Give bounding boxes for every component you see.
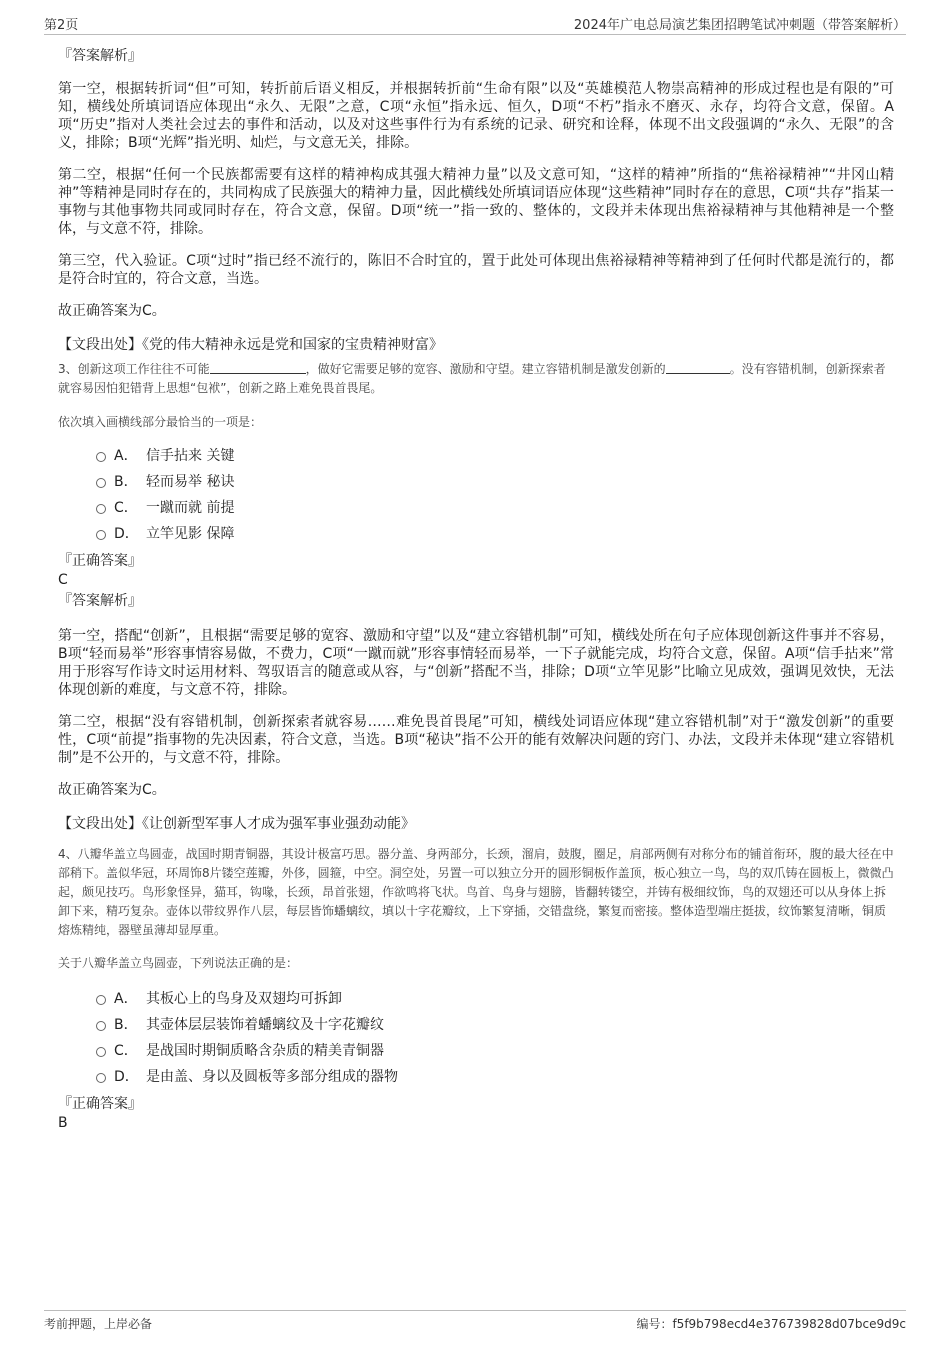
document-code — [636, 1315, 906, 1332]
q3-conclusion: 故正确答案为C。 — [58, 782, 166, 798]
document-code-value: f5f9b798ecd4e376739828d07bce9d9c — [672, 1317, 906, 1331]
page-number: 第2页 — [44, 18, 79, 33]
q4-option-b[interactable] — [58, 1012, 894, 1038]
q3-option-a[interactable] — [58, 443, 894, 469]
option-text: 信手拈来 关键 — [146, 448, 235, 464]
option-letter: C． — [114, 500, 138, 516]
radio-button-icon[interactable] — [96, 504, 106, 514]
radio-button-icon[interactable] — [96, 1021, 106, 1031]
option-text: 轻而易举 秘诀 — [146, 474, 235, 490]
q4-option-d[interactable] — [58, 1064, 894, 1090]
q4-stem: 4、八瓣华盖立鸟圆壶，战国时期青铜器，其设计极富巧思。器分盖、身两部分，长颈，溜肩，鼓腹，圈足，肩部两侧有对称分布的铺首衔环，腹的最大径在中部稍下。盖似华冠，环周饰8片镂空莲瓣，外侈，圆箍，中空。洞空处，另置一可以独立分开的圆形铜板作盖顶，板心独立一鸟，鸟的双爪铸在圆板上，微微凸起，颇见技巧。鸟形象怪异，猫耳，钩喙，长颈，昂首张翅，作欲鸣将飞状。鸟首、鸟身与翅膀，皆翻转镂空，并铸有极细纹饰，鸟的双翅还可以从身体上拆卸下来，精巧复杂。壶体以带纹界作八层，每层皆饰蟠螭纹，填以十字花瓣纹，上下穿插，交错盘绕，繁复而密接。整体造型端庄挺拔，纹饰繁复清晰，铜质熔炼精纯，器壁虽薄却显厚重。 — [58, 847, 894, 937]
radio-button-icon[interactable] — [96, 995, 106, 1005]
option-text: 是战国时期铜质略含杂质的精美青铜器 — [146, 1043, 384, 1059]
radio-button-icon[interactable] — [96, 452, 106, 462]
q4-prompt: 关于八瓣华盖立鸟圆壶，下列说法正确的是： — [58, 956, 299, 970]
q4-answer-label: 『正确答案』 — [58, 1096, 142, 1112]
option-letter: D． — [114, 1069, 139, 1085]
option-text: 其壶体层层装饰着蟠螭纹及十字花瓣纹 — [146, 1017, 384, 1033]
option-letter: B． — [114, 474, 138, 490]
q4-answer: B — [58, 1115, 68, 1131]
option-letter: D． — [114, 526, 139, 542]
page-header — [44, 12, 906, 35]
q3-analysis-paragraph-2: 第二空，根据“没有容错机制，创新探索者就容易……难免畏首畏尾”可知，横线处词语应体现“建立容错机制”对于“激发创新”的重要性，C项“前提”指事物的先决因素，符合文意，当选。B项“秘诀”指不公开的能有效解决问题的窍门、办法，文段并未体现“建立容错机制”是不公开的，与文意不符，排除。 — [58, 714, 894, 766]
option-text: 其板心上的鸟身及双翅均可拆卸 — [146, 991, 342, 1007]
q4-option-a[interactable] — [58, 986, 894, 1012]
radio-button-icon[interactable] — [96, 530, 106, 540]
option-letter: B． — [114, 1017, 138, 1033]
radio-button-icon[interactable] — [96, 478, 106, 488]
q3-analysis-paragraph-1: 第一空，搭配“创新”，且根据“需要足够的宽容、激励和守望”以及“建立容错机制”可知，横线处所在句子应体现创新这件事并不容易，B项“轻而易举”形容事情容易做，不费力，C项“一蹴而就”形容事情轻而易举，一下子就能完成，均符合文意，保留。A项“信手拈来”常用于形容写作诗文时运用材料、驾驭语言的随意或从容，与“创新”搭配不当，排除；D项“立竿见影”比喻立见成效，强调见效快，无法体现创新的难度，与文意不符，排除。 — [58, 628, 894, 698]
radio-button-icon[interactable] — [96, 1047, 106, 1057]
option-text: 一蹴而就 前提 — [146, 500, 235, 516]
q2-source: 【文段出处】《党的伟大精神永远是党和国家的宝贵精神财富》 — [58, 337, 443, 353]
q3-stem-part-1: 3、创新这项工作往往不可能 — [58, 362, 210, 376]
footer-slogan: 考前押题，上岸必备 — [44, 1317, 153, 1331]
document-title: 2024年广电总局演艺集团招聘笔试冲刺题（带答案解析） — [573, 18, 906, 33]
q2-analysis-paragraph-1: 第一空，根据转折词“但”可知，转折前后语义相反，并根据转折前“生命有限”以及“英雄模范人物崇高精神的形成过程也是有限的”可知，横线处所填词语应体现出“永久、无限”之意，C项“永恒”指永远、恒久，D项“不朽”指永不磨灭、永存，均符合文意，保留。A项“历史”指对人类社会过去的事件和活动，以及对这些事件行为有系统的记录、研究和诠释，体现不出文段强调的“永久、无限”的含义，排除；B项“光辉”指光明、灿烂，与文意无关，排除。 — [58, 81, 894, 151]
q2-analysis-paragraph-3: 第三空，代入验证。C项“过时”指已经不流行的，陈旧不合时宜的，置于此处可体现出焦裕禄精神等精神到了任何时代都是流行的，都是符合时宜的，符合文意，当选。 — [58, 253, 894, 287]
q4-option-c[interactable] — [58, 1038, 894, 1064]
page-content — [58, 46, 894, 1132]
q3-stem — [58, 360, 894, 398]
q3-source: 【文段出处】《让创新型军事人才成为强军事业强劲动能》 — [58, 816, 415, 832]
q3-option-c[interactable] — [58, 495, 894, 521]
q3-blank-2 — [666, 361, 730, 374]
q3-prompt: 依次填入画横线部分最恰当的一项是： — [58, 415, 263, 429]
q2-conclusion: 故正确答案为C。 — [58, 303, 166, 319]
q3-answer: C — [58, 572, 68, 588]
q3-options — [58, 443, 894, 547]
page-footer — [44, 1310, 906, 1333]
option-letter: A． — [114, 448, 138, 464]
q4-options — [58, 986, 894, 1090]
q3-blank-1 — [210, 361, 306, 374]
option-text: 是由盖、身以及圆板等多部分组成的器物 — [146, 1069, 398, 1085]
q3-option-d[interactable] — [58, 521, 894, 547]
q3-analysis-label: 『答案解析』 — [58, 593, 142, 609]
radio-button-icon[interactable] — [96, 1073, 106, 1083]
q2-analysis-label: 『答案解析』 — [58, 48, 142, 64]
document-code-label: 编号： — [636, 1317, 673, 1331]
q3-stem-part-3: 。没有容错机制，创新探索者就容易因怕犯错背上思想“包袱”，创新之路上难免畏首畏尾。 — [58, 362, 886, 395]
q2-analysis-paragraph-2: 第二空，根据“任何一个民族都需要有这样的精神构成其强大精神力量”以及文意可知，“这样的精神”所指的“焦裕禄精神”“井冈山精神”等精神是同时存在的，共同构成了民族强大的精神力量，因此横线处所填词语应体现“这些精神”同时存在的意思，C项“共存”指某一事物与其他事物共同或同时存在，符合文意，保留。D项“统一”指一致的、整体的，文段并未体现出焦裕禄精神与其他精神是一个整体，与文意不符，排除。 — [58, 167, 894, 237]
q3-stem-part-2: ，做好它需要足够的宽容、激励和守望。建立容错机制是激发创新的 — [305, 362, 666, 376]
q3-answer-label: 『正确答案』 — [58, 553, 142, 569]
option-letter: A． — [114, 991, 138, 1007]
option-letter: C． — [114, 1043, 138, 1059]
q3-option-b[interactable] — [58, 469, 894, 495]
option-text: 立竿见影 保障 — [146, 526, 235, 542]
